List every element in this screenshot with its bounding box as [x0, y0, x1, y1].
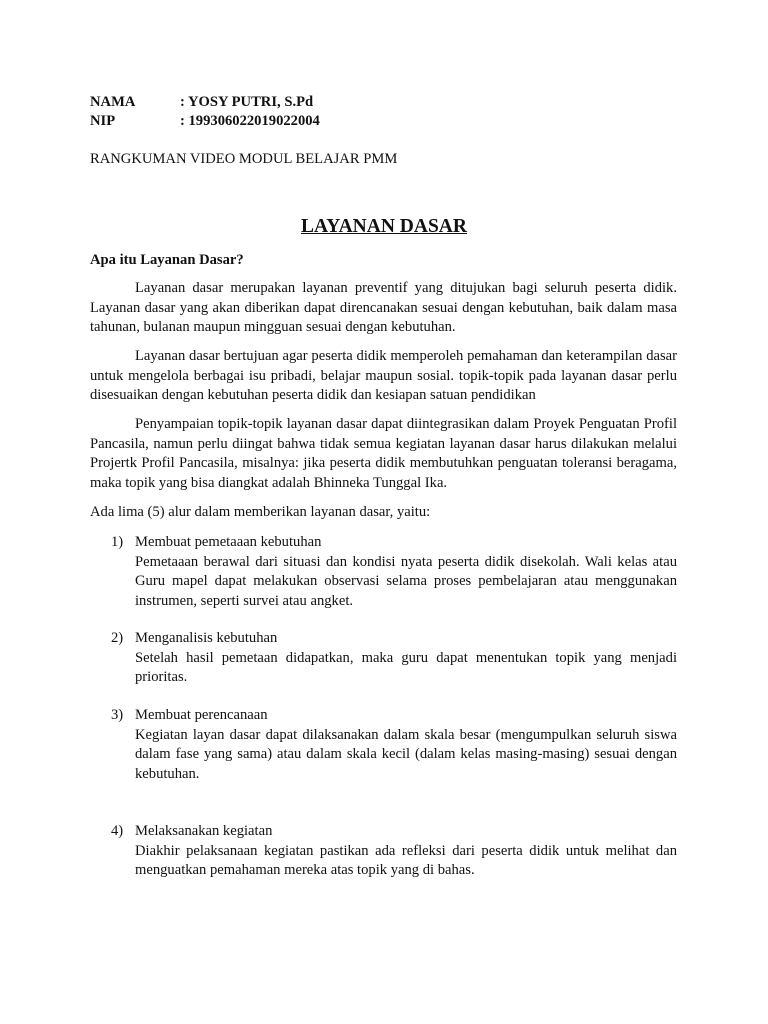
name-value: : YOSY PUTRI, S.Pd: [180, 94, 314, 110]
steps-intro: Ada lima (5) alur dalam memberikan layanan dasar, yaitu:: [90, 504, 431, 520]
step-body: Kegiatan layan dasar dapat dilaksanakan dalam skala besar (mengumpulkan seluruh siswa dalam fase yang sama) atau dalam skala kecil (dalam kelas masing-masing) sesuai dengan kebutuhan.: [135, 726, 677, 782]
name-label: NAMA: [90, 94, 136, 110]
step-number: 3): [111, 707, 124, 723]
step-number: 2): [111, 630, 124, 646]
paragraph-2: Layanan dasar bertujuan agar peserta didik memperoleh pemahaman dan keterampilan dasar untuk mengelola berbagai isu pribadi, belajar maupun sosial. topik-topik pada layanan dasar perlu disesuaikan dengan kebutuhan peserta didik dan kesiapan satuan pendidikan: [90, 348, 677, 404]
step-body: Pemetaaan berawal dari situasi dan kondisi nyata peserta didik disekolah. Wali kelas atau Guru mapel dapat melakukan observasi selama proses pembelajaran atau menggunakan instrumen, seperti survei atau angket.: [135, 553, 677, 609]
step-heading: Melaksanakan kegiatan: [135, 823, 273, 839]
step-heading: Menganalisis kebutuhan: [135, 630, 278, 646]
step-heading: Membuat perencanaan: [135, 707, 268, 723]
document-title: LAYANAN DASAR: [301, 216, 467, 237]
name-row: [90, 93, 313, 113]
step-heading: Membuat pemetaaan kebutuhan: [135, 534, 322, 550]
section-question: Apa itu Layanan Dasar?: [90, 252, 244, 268]
step-number: 1): [111, 534, 124, 550]
nip-label: NIP: [90, 113, 116, 129]
step-number: 4): [111, 823, 124, 839]
nip-row: [90, 112, 320, 132]
nip-value: : 199306022019022004: [180, 113, 320, 129]
paragraph-3: Penyampaian topik-topik layanan dasar dapat diintegrasikan dalam Proyek Penguatan Profil Pancasila, namun perlu diingat bahwa tidak semua kegiatan layanan dasar harus dilakukan melalui Projertk Profil Pancasila, misalnya: jika peserta didik membutuhkan penguatan toleransi beragama, maka topik yang bisa diangkat adalah Bhinneka Tunggal Ika.: [90, 416, 677, 491]
step-body: Setelah hasil pemetaan didapatkan, maka guru dapat menentukan topik yang menjadi prioritas.: [135, 649, 677, 686]
paragraph-1: Layanan dasar merupakan layanan preventif yang ditujukan bagi seluruh peserta didik. Layanan dasar yang akan diberikan dapat direncanakan sesuai dengan kebutuhan, baik dalam masa tahunan, bulanan maupun mingguan sesuai dengan kebutuhan.: [90, 280, 677, 336]
document-subtitle: RANGKUMAN VIDEO MODUL BELAJAR PMM: [90, 151, 398, 167]
step-body: Diakhir pelaksanaan kegiatan pastikan ada refleksi dari peserta didik untuk melihat dan menguatkan pemahaman mereka atas topik yang di bahas.: [135, 842, 677, 879]
